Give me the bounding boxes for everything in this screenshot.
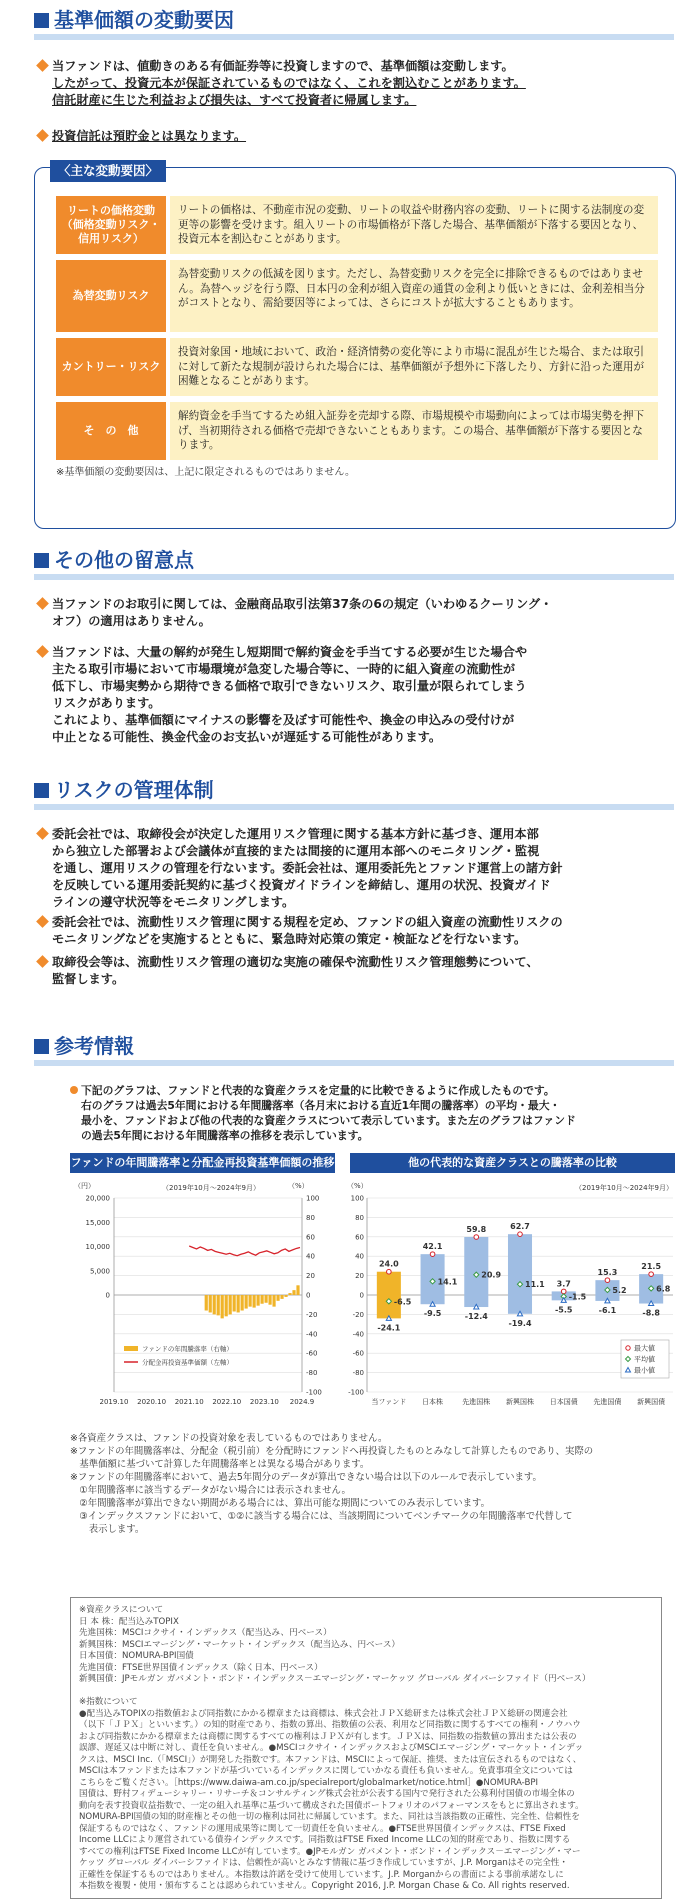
bullet-line: リスクがあります。 <box>52 696 161 710</box>
return-bar <box>257 1295 260 1306</box>
return-bar <box>288 1293 291 1295</box>
bullet-line: 主たる取引市場において市場環境が急変した場合等に、一時的に組入資産の流動性が <box>52 662 516 676</box>
category-label: 日本株 <box>422 1398 444 1406</box>
return-bar <box>209 1295 212 1312</box>
reference-line: 国債は、野村フィデューシャリー・リサーチ＆コンサルティング株式会社が公表する国内で発行された公募利付国債の市場全体の <box>79 1789 575 1799</box>
return-bar <box>241 1295 244 1311</box>
max-marker <box>561 1289 566 1294</box>
reference-line: 動向を表す投資収益指数で、一定の組入れ基準に基づいて構成された国債ポートフォリオのパフォーマンスをもとに算出されます。 <box>79 1800 584 1811</box>
reference-line: MSCIは本ファンドまたは本ファンドが基づいているインデックスに関していかなる責任も負いません。免責事項全文については <box>79 1766 573 1776</box>
bullet-line: したがって、投資元本が保証されているものではなく、これを割込むことがあります。 <box>52 76 526 90</box>
return-bar <box>284 1295 287 1297</box>
right-tick-label: 40 <box>306 1252 315 1261</box>
section-marker <box>34 783 49 798</box>
max-label: 15.3 <box>597 1268 618 1278</box>
circle-icon <box>70 1086 78 1094</box>
risk-description: 為替変動リスクの低減を図ります。ただし、為替変動リスクを完全に排除できるものではありません。為替ヘッジを行う際、日本円の金利が組入資産の通貨の金利より低いときには、金利差相当分がコストとなり、需給要因等によっては、さらにコストが拡大することもあります。 <box>170 260 658 332</box>
legend-label: 最大値 <box>634 1344 655 1353</box>
bullet-liquidity-rules <box>38 914 678 948</box>
category-label: 新興国債 <box>637 1398 666 1406</box>
nav-line <box>189 1246 300 1256</box>
max-marker <box>518 1232 523 1237</box>
return-bar <box>221 1295 224 1318</box>
max-marker <box>387 1269 392 1274</box>
right-axis-unit: （%） <box>288 1182 309 1190</box>
bullet-line: を反映している運用委託契約に基づく投資ガイドラインを締結し、運用の状況、投資ガイド <box>52 878 551 892</box>
bullet-line: 取締役会等は、流動性リスク管理の適切な実施の確保や流動性リスク管理態勢について、 <box>52 955 539 969</box>
return-bar <box>253 1295 256 1308</box>
section-title: その他の留意点 <box>54 548 194 572</box>
reference-line: Income LLCにより運営されている債券インデックスです。同指数はFTSE Fixed Income LLCの知的財産であり、指数に関する <box>79 1835 571 1845</box>
section-marker <box>34 1039 49 1054</box>
reference-line: NOMURA-BPI国債の知的財産権とその他一切の権利は同社に帰属しています。また、同社は当該指数の正確性、完全性、信頼性を <box>79 1812 580 1822</box>
return-bar <box>249 1295 252 1307</box>
return-bar <box>205 1295 208 1311</box>
diamond-icon <box>36 915 49 928</box>
bullet-line: から独立した部署および会議体が直接的または間接的に運用本部へのモニタリング・監視 <box>52 844 540 858</box>
section-header-other-notes <box>34 548 674 576</box>
intro-line: 下記のグラフは、ファンドと代表的な資産クラスを定量的に比較できるように作成したものです。 <box>81 1084 555 1097</box>
diamond-icon <box>36 59 49 72</box>
chart-notes <box>70 1432 680 1536</box>
legend-swatch-bar <box>124 1346 138 1351</box>
reference-line: ※資産クラスについて <box>79 1605 164 1615</box>
section-title: リスクの管理体制 <box>54 778 214 802</box>
max-marker <box>605 1278 610 1283</box>
left-chart-title: ファンドの年間騰落率と分配金再投資基準価額の推移 <box>70 1153 335 1173</box>
index-reference-box <box>70 1597 662 1899</box>
legend-max-marker <box>626 1346 630 1350</box>
return-bar <box>245 1295 248 1309</box>
x-tick-label: 2021.10 <box>174 1398 204 1406</box>
avg-label: 20.9 <box>481 1270 502 1280</box>
left-tick-label: 20,000 <box>85 1194 110 1203</box>
bullet-line: 監督します。 <box>52 972 125 986</box>
category-label: 当ファンド <box>371 1398 407 1406</box>
return-bar <box>292 1290 295 1295</box>
reference-line: ●配当込みTOPIXの指数値および同指数にかかる標章または商標は、株式会社ＪＰＸ総研または株式会社ＪＰＸ総研の関連会社 <box>79 1708 568 1719</box>
reference-line: および同指数にかかる標章または商標に関するすべての権利はＪＰＸが有します。ＪＰＸは、同指数の指数値の算出または公表の <box>79 1731 577 1742</box>
reference-line: 先進国株：MSCIコクサイ・インデックス（配当込み、円ベース） <box>79 1628 332 1638</box>
section-title: 基準価額の変動要因 <box>54 8 234 32</box>
bullet-line: 当ファンドは、値動きのある有価証券等に投資しますので、基準価額は変動します。 <box>52 59 514 73</box>
category-label: 先進国株 <box>462 1398 491 1406</box>
return-bar <box>233 1295 236 1311</box>
risk-description: リートの価格は、不動産市況の変動、リートの収益や財務内容の変動、リートに関する法制度の変更等の影響を受けます。組入リートの市場価格が下落した場合、基準価額が下落する要因となり、投資元本を割込むことがあります。 <box>170 196 658 254</box>
return-bar <box>268 1295 271 1305</box>
right-tick-label: 60 <box>306 1233 315 1242</box>
right-tick-label: -80 <box>306 1369 318 1378</box>
bullet-principal <box>38 58 678 109</box>
reference-line: クスは、MSCI Inc.（「MSCI」）が開発した指数です。本ファンドは、MSCIによって保証、推奨、または宣伝されるものではなく、 <box>79 1754 582 1765</box>
x-tick-label: 2020.10 <box>137 1398 167 1406</box>
reference-line <box>79 1686 653 1698</box>
risk-label: 為替変動リスク <box>56 260 166 332</box>
section-underline <box>34 34 674 40</box>
diamond-icon <box>36 129 49 142</box>
max-marker <box>430 1252 435 1257</box>
note-line: ①年間騰落率に該当するデータがない場合には表示されません。 <box>70 1485 351 1496</box>
min-label: -24.1 <box>377 1323 401 1333</box>
section-underline <box>34 804 674 810</box>
y-tick-label: 0 <box>359 1291 364 1300</box>
max-marker <box>474 1235 479 1240</box>
reference-line: すべての権利はFTSE Fixed Income LLCが有しています。●JPモルガン ガバメント・ボンド・インデックス－エマージング・マー <box>79 1846 581 1857</box>
right-tick-label: -60 <box>306 1349 318 1358</box>
bullet-line: 当ファンドのお取引に関しては、金融商品取引法第37条の6の規定（いわゆるクーリング・ <box>52 597 553 611</box>
return-bar <box>280 1295 283 1299</box>
bullet-line: 委託会社では、流動性リスク管理に関する規程を定め、ファンドの組入資産の流動性リスクの <box>52 915 563 929</box>
y-tick-label: 20 <box>355 1272 364 1281</box>
avg-label: -6.5 <box>393 1297 412 1307</box>
left-chart <box>70 1176 345 1422</box>
min-label: -19.4 <box>508 1318 532 1328</box>
reference-line: 日本国債：NOMURA-BPI国債 <box>79 1651 194 1661</box>
risk-description: 解約資金を手当てするため組入証券を売却する際、市場規模や市場動向によっては市場実勢を押下げ、当初期待される価格で売却できないこともあります。この場合、基準価額が下落する要因となります。 <box>170 402 658 460</box>
range-bar <box>508 1234 532 1314</box>
main-factors-title: 〈主な変動要因〉 <box>50 160 166 182</box>
bullet-liquidity <box>38 644 678 746</box>
diamond-icon <box>36 645 49 658</box>
section-marker <box>34 553 49 568</box>
box-note: ※基準価額の変動要因は、上記に限定されるものではありません。 <box>56 467 355 478</box>
max-label: 3.7 <box>556 1279 571 1289</box>
min-label: -6.1 <box>598 1305 617 1315</box>
reference-line: 先進国債：FTSE世界国債インデックス（除く日本、円ベース） <box>79 1662 323 1673</box>
y-tick-label: -40 <box>352 1330 364 1339</box>
max-label: 59.8 <box>466 1224 487 1234</box>
reference-line: 新興国債：JPモルガン ガバメント・ボンド・インデックス－エマージング・マーケッツ グローバル ダイバーシファイド（円ベース） <box>79 1674 591 1684</box>
section-header-reference <box>34 1034 674 1062</box>
bullet-line: 投資信託は預貯金とは異なります。 <box>52 129 247 143</box>
bullet-risk-policy <box>38 826 678 911</box>
y-tick-label: 40 <box>355 1252 364 1261</box>
note-line: 基準価額に基づいて計算した年間騰落率とは異なる場合があります。 <box>70 1459 370 1470</box>
return-bar <box>272 1295 275 1307</box>
bullet-line: モニタリングなどを実施するとともに、緊急時対応策の策定・検証などを行ないます。 <box>52 932 527 946</box>
left-tick-label: 10,000 <box>85 1243 110 1251</box>
y-tick-label: -100 <box>348 1388 364 1397</box>
y-tick-label: -80 <box>352 1369 364 1378</box>
right-tick-label: 80 <box>306 1213 315 1222</box>
x-tick-label: 2019.10 <box>99 1398 129 1406</box>
x-tick-label: 2023.10 <box>249 1398 279 1406</box>
return-bar <box>225 1295 228 1316</box>
note-line: 表示します。 <box>70 1524 145 1535</box>
y-tick-label: 80 <box>355 1213 364 1222</box>
bullet-line: を通し、運用リスクの管理を行ないます。委託会社は、運用委託先とファンド運営上の諸方針 <box>52 861 563 875</box>
bullet-cooling-off <box>38 596 678 630</box>
risk-row-reit <box>56 196 658 254</box>
risk-label: そ の 他 <box>56 402 166 460</box>
category-label: 先進国債 <box>593 1398 622 1406</box>
max-label: 62.7 <box>510 1222 530 1232</box>
avg-label: 11.1 <box>525 1280 545 1290</box>
note-line: ※各資産クラスは、ファンドの投資対象を表しているものではありません。 <box>70 1433 388 1444</box>
y-tick-label: -60 <box>352 1349 364 1358</box>
risk-description: 投資対象国・地域において、政治・経済情勢の変化等により市場に混乱が生じた場合、または取引に対して新たな規制が設けられた場合には、基準価額が予想外に下落したり、方針に沿った運用が困難となることがあります。 <box>170 338 658 396</box>
max-label: 42.1 <box>422 1242 443 1252</box>
note-line: ※ファンドの年間騰落率において、過去5年間分のデータが算出できない場合は以下のルールで表示しています。 <box>70 1472 542 1483</box>
avg-label: -1.5 <box>568 1292 587 1302</box>
section-underline <box>34 574 674 580</box>
legend-label: 最小値 <box>634 1366 655 1375</box>
left-tick-label: 5,000 <box>89 1267 110 1276</box>
avg-label: 14.1 <box>437 1277 458 1287</box>
y-tick-label: -20 <box>352 1310 364 1319</box>
avg-label: 5.2 <box>612 1285 627 1295</box>
right-tick-label: 20 <box>306 1272 315 1281</box>
axis-unit: （%） <box>347 1182 368 1190</box>
risk-row-fx <box>56 260 658 332</box>
reference-line: 正確性を保証するものではありません。本指数は許諾を受けて使用しています。J.P. Morganからの書面による事前承諾なしに <box>79 1869 564 1880</box>
diamond-icon <box>36 597 49 610</box>
return-bar <box>261 1295 264 1304</box>
risk-row-other <box>56 402 658 460</box>
min-label: -5.5 <box>554 1305 573 1315</box>
right-tick-label: -100 <box>306 1388 322 1397</box>
return-bar <box>213 1295 216 1314</box>
bullet-line: オフ）の適用はありません。 <box>52 614 211 628</box>
note-line: ※ファンドの年間騰落率は、分配金（税引前）を分配時にファンドへ再投資したものとみなして計算したものであり、実際の <box>70 1446 594 1457</box>
bullet-line: 当ファンドは、大量の解約が発生し短期間で解約資金を手当てする必要が生じた場合や <box>52 645 528 659</box>
reference-intro <box>70 1083 670 1143</box>
bullet-line: 信託財産に生じた利益および損失は、すべて投資者に帰属します。 <box>52 93 417 107</box>
legend-label: 平均値 <box>634 1355 655 1364</box>
y-tick-label: 100 <box>350 1194 364 1203</box>
legend-label: ファンドの年間騰落率（右軸） <box>142 1345 233 1353</box>
intro-line: 最小を、ファンドおよび他の代表的な資産クラスについて表示しています。また左のグラフはファンド <box>81 1114 576 1127</box>
reference-line: 新興国株：MSCIエマージング・マーケット・インデックス（配当込み、円ベース） <box>79 1639 401 1650</box>
bullet-board-supervision <box>38 954 678 988</box>
reference-line: ※指数について <box>79 1697 138 1707</box>
diamond-icon <box>36 827 49 840</box>
range-bar <box>377 1272 401 1319</box>
legend-label: 分配金再投資基準価額（左軸） <box>142 1358 233 1367</box>
max-label: 21.5 <box>641 1262 662 1272</box>
section-marker <box>34 13 49 28</box>
x-tick-label: 2024.9 <box>289 1398 315 1406</box>
reference-line: ケッツ グローバル ダイバーシファイドは、信頼性が高いとみなす情報に基づき作成していますが、J.P. Morganはその完全性・ <box>79 1858 568 1868</box>
right-tick-label: 100 <box>306 1194 320 1203</box>
reference-line: 誤謬、遅延又は中断に対し、責任を負いません。●MSCIコクサイ・インデックスおよびMSCIエマージング・マーケット・インデッ <box>79 1743 584 1753</box>
category-label: 新興国株 <box>506 1398 534 1406</box>
return-bar <box>229 1295 232 1314</box>
max-label: 24.0 <box>378 1259 399 1269</box>
bullet-line: 低下し、市場実勢から期待できる価格で取引できないリスク、取引量が限られてしまう <box>52 679 527 693</box>
max-marker <box>649 1272 654 1277</box>
intro-line: 右のグラフは過去5年間における年間騰落率（各月末における直近1年間の騰落率）の平均・最大・ <box>81 1099 561 1112</box>
section-underline <box>34 1060 674 1066</box>
right-tick-label: -20 <box>306 1310 318 1319</box>
right-chart <box>345 1176 680 1422</box>
y-tick-label: 60 <box>355 1233 364 1242</box>
reference-line: こちらをご覧ください。［https://www.daiwa-am.co.jp/specialreport/globalmarket/notice.html］●NOMURA-BPI <box>79 1777 539 1788</box>
bullet-line: ラインの遵守状況等をモニタリングします。 <box>52 895 295 909</box>
x-tick-label: 2022.10 <box>212 1398 242 1406</box>
risk-label: リートの価格変動 （価格変動リスク・ 信用リスク） <box>56 196 166 254</box>
period-label: （2019年10月〜2024年9月） <box>575 1184 673 1192</box>
diamond-icon <box>36 955 49 968</box>
bullet-line: 委託会社では、取締役会が決定した運用リスク管理に関する基本方針に基づき、運用本部 <box>52 827 539 841</box>
min-label: -8.8 <box>642 1308 660 1318</box>
reference-line: 保証するものではなく、ファンドの運用成果等に関して一切責任を負いません。●FTSE世界国債インデックスは、FTSE Fixed <box>79 1823 566 1834</box>
bullet-deposit <box>38 128 678 145</box>
period-label: （2019年10月〜2024年9月） <box>162 1184 260 1192</box>
min-label: -9.5 <box>423 1309 442 1319</box>
left-tick-label: 0 <box>105 1291 110 1300</box>
note-line: ③インデックスファンドにおいて、①②に該当する場合には、当該期間についてベンチマークの年間騰落率で代替して <box>70 1511 573 1522</box>
category-label: 日本国債 <box>549 1398 578 1406</box>
reference-line: 本指数を複製・使用・頒布することは認められていません。Copyright 2016, J.P. Morgan Chase & Co. All rights reserved. <box>79 1881 570 1891</box>
min-label: -12.4 <box>464 1312 488 1322</box>
bullet-line: 中止となる可能性、換金代金のお支払いが遅延する可能性があります。 <box>52 730 442 744</box>
note-line: ②年間騰落率が算出できない期間がある場合には、算出可能な期間についてのみ表示しています。 <box>70 1498 490 1509</box>
right-chart-title: 他の代表的な資産クラスとの騰落率の比較 <box>350 1153 675 1173</box>
reference-line: （以下「ＪＰＸ」といいます。）の知的財産であり、指数の算出、指数値の公表、利用など同指数に関するすべての権利・ノウハウ <box>79 1720 581 1730</box>
avg-label: 6.8 <box>656 1284 671 1294</box>
intro-line: の過去5年間における年間騰落率の推移を表示しています。 <box>81 1129 369 1142</box>
risk-row-country <box>56 338 658 396</box>
return-bar <box>264 1295 267 1303</box>
risk-label: カントリー・リスク <box>56 338 166 396</box>
left-axis-unit: （円） <box>74 1182 95 1190</box>
return-bar <box>237 1295 240 1312</box>
section-header-fluctuation <box>34 8 674 36</box>
right-tick-label: -40 <box>306 1330 318 1339</box>
return-bar <box>217 1295 220 1315</box>
reference-line: 日 本 株：配当込みTOPIX <box>79 1616 179 1627</box>
bullet-line: これにより、基準価額にマイナスの影響を及ぼす可能性や、換金の申込みの受付けが <box>52 713 515 727</box>
right-tick-label: 0 <box>306 1291 311 1300</box>
return-bar <box>276 1295 279 1301</box>
section-header-risk-management <box>34 778 674 806</box>
section-title: 参考情報 <box>54 1034 134 1058</box>
left-tick-label: 15,000 <box>85 1218 110 1227</box>
return-bar <box>296 1285 299 1295</box>
